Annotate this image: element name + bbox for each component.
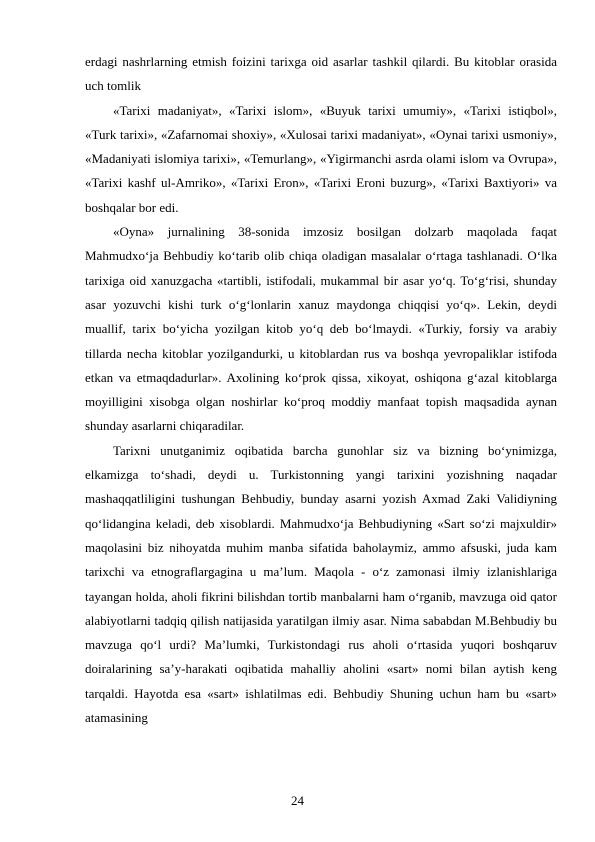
paragraph-oyna-article: «Oyna» jurnalining 38-sonida imzosiz bosilgan dolzarb maqolada faqat Mahmudxo‘ja Behbudiy ko‘tarib olib chiqa oladigan masalalar o‘rtaga tashlanadi. O‘lka tarixiga oid xanuzgacha «tartibli, istifodali, mukammal bir asar yo‘q. To‘g‘risi, shunday asar yozuvchi kishi turk o‘g‘lonlarin xanuz maydonga chiqqisi yo‘q». Lekin, deydi muallif, tarix bo‘yicha yozilgan kitob yo‘q deb bo‘lmaydi. «Turkiy, forsiy va arabiy tillarda necha kitoblar yozilgandurki, u kitoblardan rus va boshqa yevropaliklar istifoda etkan va etmaqdadurlar». Axolining ko‘prok qissa, xikoyat, oshiqona g‘azal kitoblarga moyilligini xisobga olgan noshirlar ko‘proq moddiy manfaat topish maqsadida aynan shunday asarlarni chiqaradilar. [85, 224, 557, 434]
paragraph-book-list: «Tarixi madaniyat», «Tarixi islom», «Buyuk tarixi umumiy», «Tarixi istiqbol», «Turk tarixi», «Zafarnomai shoxiy», «Xulosai tarixi madaniyat», «Oynai tarixi usmoniy», «Madaniyati islomiya tarixi», «Temurlang», «Yigirmanchi asrda olami islom va Ovrupa», «Tarixi kashf ul-Amriko», «Tarixi Eron», «Tarixi Eroni buzurg», «Tarixi Baxtiyori» va boshqalar bor edi. [85, 102, 557, 215]
page-number: 24 [291, 793, 304, 808]
paragraph-continuation: erdagi nashrlarning etmish foizini tarixga oid asarlar tashkil qilardi. Bu kitoblar orasida uch tomlik [85, 54, 557, 94]
paragraph-history-sart: Tarixni unutganimiz oqibatida barcha gunohlar siz va bizning bo‘ynimizga, elkamizga to‘shadi, deydi u. Turkistonning yangi tarixini yozishning naqadar mashaqqatliligini tushungan Behbudiy, bunday asarni yozish Axmad Zaki Validiyning qo‘lidangina keladi, deb xisoblardi. Mahmudxo‘ja Behbudiyning «Sart so‘zi majxuldir» maqolasini biz nihoyatda muhim manba sifatida baholaymiz, ammo afsuski, juda kam tarixchi va etnograflargagina u ma’lum. Maqola - o‘z zamonasi ilmiy izlanishlariga tayangan holda, aholi fikrini bilishdan tortib manbalarni ham o‘rganib, mavzuga oid qator alabiyotlarni tadqiq qilish natijasida yaratilgan ilmiy asar. Nima sababdan M.Behbudiy bu mavzuga qo‘l urdi? Ma’lumki, Turkistondagi rus aholi o‘rtasida yuqori boshqaruv doiralarining sa’y-harakati oqibatida mahalliy aholini «sart» nomi bilan aytish keng tarqaldi. Hayotda esa «sart» ishlatilmas edi. Behbudiy Shuning uchun ham bu «sart» atamasining [85, 442, 557, 726]
page-body [85, 50, 557, 730]
